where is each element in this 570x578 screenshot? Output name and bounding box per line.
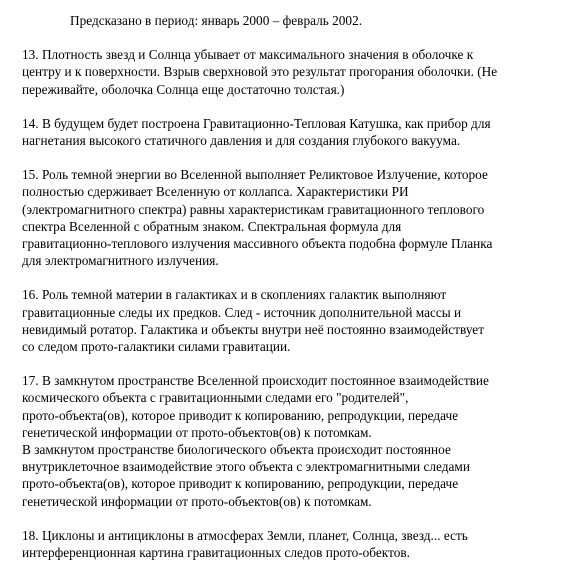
text-line: гравитационно-теплового излучения массивного объекта подобна формуле Планка — [22, 236, 493, 252]
paragraph-18 — [22, 527, 558, 561]
text-line: гравитационные следы их предков. След - источник дополнительной массы и — [22, 304, 462, 320]
text-line: генетической информации от прото-объектов(ов) к потомкам. — [22, 493, 372, 509]
text-line: 15. Роль темной энергии во Вселенной выполняет Реликтовое Излучение, которое — [22, 167, 488, 183]
document-body — [22, 12, 558, 578]
paragraph-16 — [22, 286, 558, 355]
text-line: невидимый ротатор. Галактика и объекты внутри неё постоянно взаимодействует — [22, 321, 485, 337]
paragraph-17 — [22, 372, 558, 510]
text-line: 14. В будущем будет построена Гравитационно-Тепловая Катушка, как прибор для — [22, 115, 491, 131]
prediction-period-heading: Предсказано в период: январь 2000 – февраль 2002. — [70, 13, 363, 28]
text-line: 13. Плотность звезд и Солнца убывает от максимального значения в оболочке к — [22, 47, 474, 63]
text-line: В замкнутом пространстве биологического объекта происходит постоянное — [22, 442, 451, 458]
text-line: внутриклеточное взаимодействие этого объекта с электромагнитными следами — [22, 459, 470, 475]
text-line: прото-объекта(ов), которое приводит к копированию, репродукции, передаче — [22, 407, 459, 423]
text-line: (электромагнитного спектра) равны характеристикам гравитационного теплового — [22, 201, 485, 217]
text-line: спектра Вселенной с обратным знаком. Спектральная формула для — [22, 218, 402, 234]
text-line: для электромагнитного излучения. — [22, 253, 219, 269]
paragraph-13 — [22, 46, 558, 98]
text-line: со следом прото-галактики силами гравитации. — [22, 339, 291, 355]
text-line: 16. Роль темной материи в галактиках и в скоплениях галактик выполняют — [22, 287, 447, 303]
text-line: космического объекта с гравитационными следами его "родителей", — [22, 390, 409, 406]
paragraph-15 — [22, 166, 558, 269]
text-line: генетической информации от прото-объектов(ов) к потомкам. — [22, 424, 372, 440]
text-line: прото-объекта(ов), которое приводит к копированию, репродукции, передаче — [22, 476, 459, 492]
paragraph-14 — [22, 115, 558, 149]
text-line: 18. Циклоны и антициклоны в атмосферах Земли, планет, Солнца, звезд... есть — [22, 527, 468, 543]
text-line: полностью сдерживает Вселенную от коллапса. Характеристики РИ — [22, 184, 409, 200]
text-line: 17. В замкнутом пространстве Вселенной происходит постоянное взаимодействие — [22, 373, 489, 389]
text-line: интерференционная картина гравитационных следов прото-обектов. — [22, 545, 410, 561]
text-line: центру и к поверхности. Взрыв сверхновой это результат прогорания оболочки. (Не — [22, 64, 498, 80]
text-line: переживайте, оболочка Солнца еще достаточно толстая.) — [22, 81, 345, 97]
text-line: нагнетания высокого статичного давления и для создания глубокого вакуума. — [22, 133, 461, 149]
